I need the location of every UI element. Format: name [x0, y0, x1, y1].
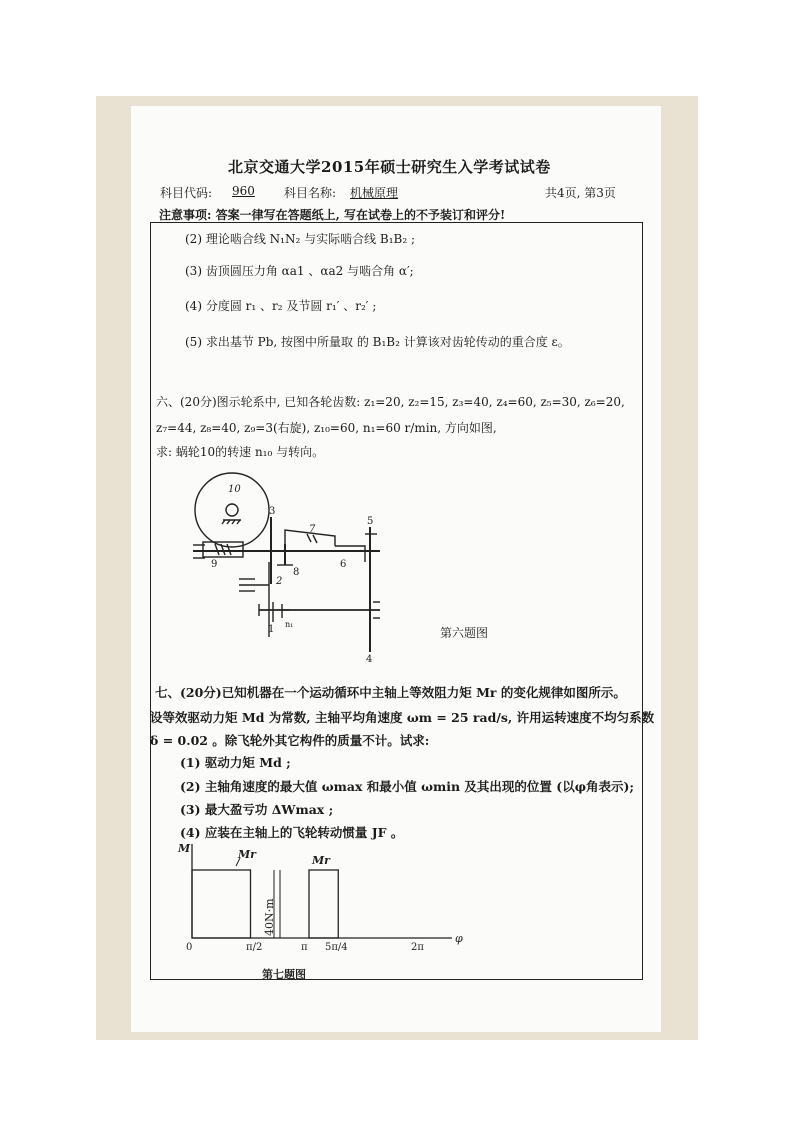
tick-0: 0 — [186, 942, 193, 953]
subject-code-label: 科目代码: — [160, 186, 213, 200]
resistance-moment-chart — [170, 838, 470, 988]
label-2: 2 — [276, 576, 283, 587]
tick-pi: π — [301, 942, 308, 953]
q5-item-4: (4) 分度圆 r₁ 、r₂ 及节圆 r₁′ 、r₂′ ; — [185, 299, 377, 313]
label-5: 5 — [367, 516, 374, 527]
label-8: 8 — [293, 567, 300, 578]
q7-item-3: (3) 最大盈亏功 ΔWmax ; — [180, 802, 334, 817]
label-4: 4 — [366, 654, 373, 665]
q7-text-line1: 七、(20分)已知机器在一个运动循环中主轴上等效阻力矩 Mr 的变化规律如图所示。 — [155, 685, 626, 700]
q5-item-3: (3) 齿顶圆压力角 αa1 、αa2 与啮合角 α′; — [185, 264, 414, 278]
exam-title: 北京交通大学2015年硕士研究生入学考试试卷 — [228, 158, 551, 176]
label-6: 6 — [340, 559, 347, 570]
worm-wheel-hub — [226, 504, 238, 516]
q5-item-2: (2) 理论啮合线 N₁N₂ 与实际啮合线 B₁B₂ ; — [185, 232, 415, 246]
moment-annotation: 40N·m — [263, 898, 276, 936]
x-axis-label: φ — [455, 932, 463, 945]
q7-item-2: (2) 主轴角速度的最大值 ωmax 和最小值 ωmin 及其出现的位置 (以φ角表示); — [180, 779, 635, 794]
y-axis-label: M — [178, 842, 191, 855]
q5-item-5: (5) 求出基节 Pb, 按图中所量取 的 B₁B₂ 计算该对齿轮传动的重合度 ε。 — [185, 335, 570, 349]
label-7: 7 — [309, 524, 316, 535]
tick-2pi: 2π — [411, 942, 424, 953]
mr-segment-1 — [192, 870, 251, 938]
q7-item-4: (4) 应装在主轴上的飞轮转动惯量 JF 。 — [180, 825, 404, 840]
subject-name-label: 科目名称: — [284, 186, 337, 200]
mr-segment-2 — [309, 870, 338, 938]
q6-text-line2: z₇=44, z₈=40, z₉=3(右旋), z₁₀=60, n₁=60 r/min, 方向如图, — [156, 421, 497, 435]
q7-text-line3: δ = 0.02 。除飞轮外其它构件的质量不计。试求: — [150, 733, 430, 748]
q7-text-line2: 设等效驱动力矩 Md 为常数, 主轴平均角速度 ωm = 25 rad/s, 许用运转速度不均匀系数 — [150, 710, 655, 725]
q6-text-line3: 求: 蜗轮10的转速 n₁₀ 与转向。 — [156, 445, 325, 459]
tick-5pi-4: 5π/4 — [325, 942, 348, 953]
label-n1: n₁ — [285, 620, 294, 629]
mr-label-1: Mr — [238, 848, 256, 861]
q7-figure-caption: 第七题图 — [262, 968, 306, 981]
page-count: 共4页, 第3页 — [545, 186, 616, 200]
label-10: 10 — [228, 484, 241, 495]
q6-figure-caption: 第六题图 — [440, 626, 489, 640]
subject-name-value: 机械原理 — [350, 186, 399, 200]
q6-text-line1: 六、(20分)图示轮系中, 已知各轮齿数: z₁=20, z₂=15, z₃=40, z₄=60, z₅=30, z₆=20, — [156, 395, 625, 409]
exam-notice: 注意事项: 答案一律写在答题纸上, 写在试卷上的不予装订和评分! — [159, 208, 506, 222]
q7-item-1: (1) 驱动力矩 Md ; — [180, 755, 291, 770]
subject-code-value: 960 — [232, 184, 255, 198]
mr-label-2: Mr — [312, 854, 330, 867]
label-1: 1 — [268, 624, 275, 635]
tick-pi-2: π/2 — [246, 942, 263, 953]
label-3: 3 — [269, 506, 276, 517]
label-9: 9 — [211, 559, 218, 570]
